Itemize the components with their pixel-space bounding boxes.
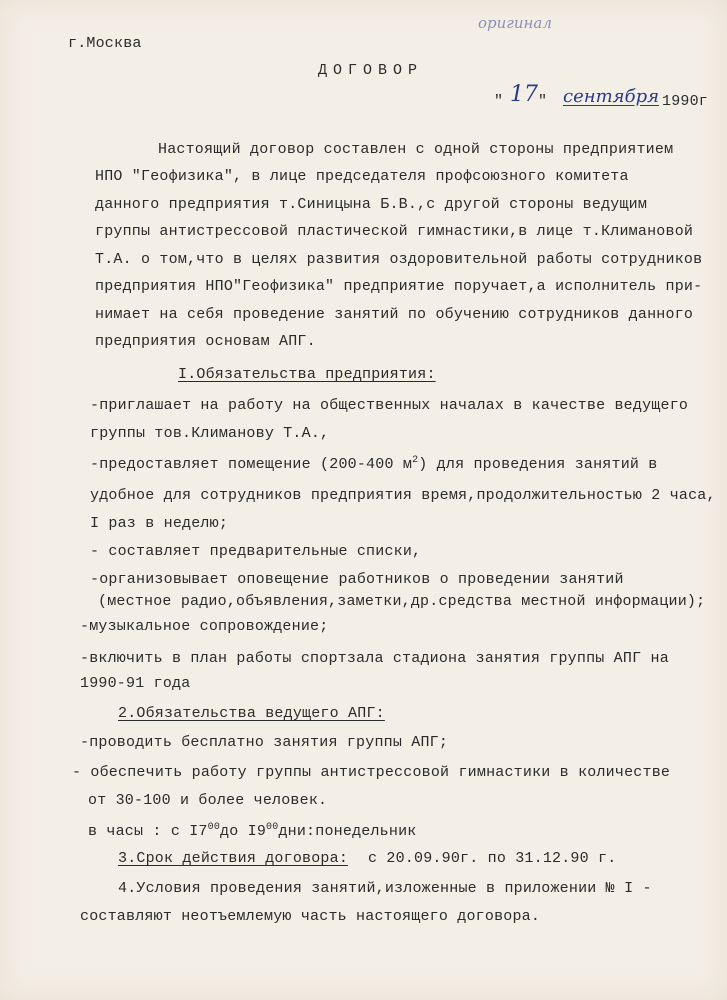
intro-line: группы антистрессовой пластической гимнастики,в лице т.Климановой <box>95 223 694 240</box>
hours-prefix: в часы : с I7 <box>88 823 208 840</box>
section1-area-line <box>90 455 658 473</box>
section4-line: 4.Условия проведения занятий,изложенные в приложении № I - <box>118 880 652 897</box>
section1-line: -организовывает оповещение работников о проведении занятий <box>90 571 624 588</box>
hours-mid: до I9 <box>220 823 267 840</box>
date-quote-open: " <box>494 93 504 110</box>
intro-line: данного предприятия т.Синицына Б.В.,с другой стороны ведущим <box>95 196 648 213</box>
hours-from-superscript: 00 <box>207 822 221 833</box>
intro-line: НПО "Геофизика", в лице председателя профсоюзного комитета <box>95 168 629 185</box>
city-label: г.Москва <box>68 35 142 52</box>
section1-line: -включить в план работы спортзала стадиона занятия группы АПГ на <box>80 650 669 667</box>
section2-line: -проводить бесплатно занятия группы АПГ; <box>80 734 449 751</box>
section2-line: от 30-100 и более человек. <box>88 792 328 809</box>
section1-line: - составляет предварительные списки, <box>90 543 422 560</box>
section1-line: 1990-91 года <box>80 675 191 692</box>
hours-suffix: дни:понедельник <box>278 823 417 840</box>
section3-term: с 20.09.90г. по 31.12.90 г. <box>368 850 617 867</box>
intro-line: предприятия основам АПГ. <box>95 333 316 350</box>
hours-to-superscript: 00 <box>266 822 279 833</box>
intro-line: Т.А. о том,что в целях развития оздоровительной работы сотрудников <box>95 251 703 268</box>
section1-line: удобное для сотрудников предприятия время,продолжительностью 2 часа, <box>90 487 716 504</box>
intro-line: нимает на себя проведение занятий по обучению сотрудников данного <box>95 306 694 323</box>
date-month: сентября <box>563 86 660 107</box>
area-text: -предоставляет помещение (200-400 м <box>90 456 413 473</box>
document-title: ДОГОВОР <box>318 62 424 79</box>
section1-heading: I.Обязательства предприятия: <box>178 366 436 383</box>
date-quote-close: " <box>538 93 548 110</box>
section1-line: I раз в неделю; <box>90 515 229 532</box>
section2-line: - обеспечить работу группы антистрессовой гимнастики в количестве <box>72 764 671 781</box>
area-superscript: 2 <box>412 455 419 466</box>
section4-line: составляют неотъемлемую часть настоящего договора. <box>80 908 541 925</box>
section1-line: -приглашает на работу на общественных началах в качестве ведущего <box>90 397 689 414</box>
area-tail: ) для проведения занятий в <box>418 456 658 473</box>
section1-line: -музыкальное сопровождение; <box>80 618 329 635</box>
section3-heading: 3.Срок действия договора: <box>118 850 349 867</box>
section1-line: группы тов.Климанову Т.А., <box>90 425 330 442</box>
original-stamp: оригинал <box>478 14 552 32</box>
intro-line: предприятия НПО"Геофизика" предприятие поручает,а исполнитель при- <box>95 278 703 295</box>
section1-line: (местное радио,объявления,заметки,др.средства местной информации); <box>98 593 706 610</box>
intro-line: Настоящий договор составлен с одной стороны предприятием <box>158 141 674 158</box>
date-year: 1990г <box>662 93 709 110</box>
section2-heading: 2.Обязательства ведущего АПГ: <box>118 705 385 722</box>
section2-hours <box>88 822 416 840</box>
date-day: 17 <box>510 82 538 107</box>
